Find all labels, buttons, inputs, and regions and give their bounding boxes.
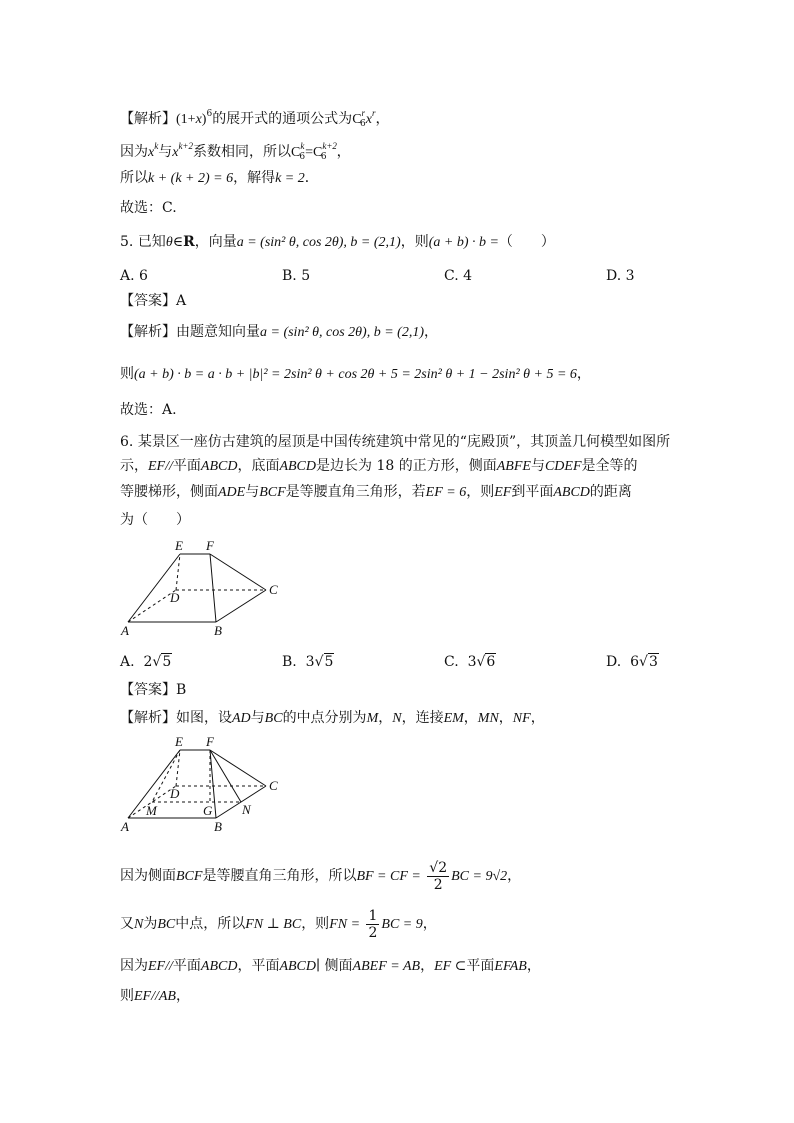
q5-choice: 故选：A. <box>120 402 177 418</box>
fraction-root2-over-2: $\frac{√2}{2}$ <box>429 859 448 893</box>
label-f: F <box>206 538 214 553</box>
analysis-tag: 【解析】 <box>120 111 176 127</box>
fraction-one-half: $\frac{1}{2}$ <box>368 907 378 941</box>
label-e: E <box>175 734 183 749</box>
q6-analysis-line4: 因为EF//平面ABCD，平面ABCD∣ 侧面ABEF = AB，EF ⊂平面EFAB， <box>120 958 541 974</box>
analysis-tag: 【解析】 <box>120 710 176 726</box>
q6-option-b: B. 3√5 <box>282 654 334 670</box>
edge-fn <box>210 750 241 802</box>
q5-stem: 5. 已知θ∈R，向量a = (sin² θ, cos 2θ), b = (2,1)，则(a + b) · b =（ ） <box>120 234 555 250</box>
q6-option-d: D. 6√3 <box>606 654 658 670</box>
q6-stem-line3: 等腰梯形，侧面ADE与BCF是等腰直角三角形，若EF = 6，则EF到平面ABCD的距离 <box>120 484 632 500</box>
label-a: A <box>121 819 129 834</box>
q5-analysis-line1: 【解析】由题意知向量a = (sin² θ, cos 2θ), b = (2,1)， <box>120 324 438 340</box>
label-f: F <box>206 734 214 749</box>
q4-analysis-line3: 所以k + (k + 2) = 6，解得k = 2． <box>120 170 319 186</box>
edge-bf <box>210 554 216 622</box>
label-b: B <box>214 623 222 638</box>
q5-analysis-line2: 则(a + b) · b = a · b + |b|² = 2sin² θ + cos 2θ + 5 = 2sin² θ + 1 − 2sin² θ + 5 = 6， <box>120 366 591 382</box>
q6-stem-line1: 6. 某景区一座仿古建筑的屋顶是中国传统建筑中常见的“庑殿顶”，其顶盖几何模型如图所 <box>120 434 671 450</box>
edge-ae <box>128 554 180 622</box>
label-a: A <box>121 623 129 638</box>
label-c: C <box>269 778 278 793</box>
label-m: M <box>146 803 157 818</box>
q4-choice: 故选：C. <box>120 200 177 216</box>
edge-bc <box>216 590 266 622</box>
label-d: D <box>170 786 180 801</box>
answer-tag: 【答案】 <box>120 293 176 309</box>
roof-figure <box>118 538 298 638</box>
analysis-tag: 【解析】 <box>120 324 176 340</box>
q4-analysis-line2: 因为$x^k$与$x^{k+2}$系数相同，所以$C^k_6=C^{k+2}_6$ ， <box>120 141 351 162</box>
q6-option-c: C. 3√6 <box>444 654 496 670</box>
q5-option-b: B. 5 <box>282 268 311 284</box>
q6-analysis-line5: 则EF//AB， <box>120 988 190 1004</box>
q6-analysis-line3: 又N为BC中点，所以FN ⊥ BC，则FN = $\frac{1}{2}$ BC = 9， <box>120 907 437 941</box>
q6-stem-line2: 示，EF//平面ABCD，底面ABCD是边长为 18 的正方形，侧面ABFE与CDEF是全等的 <box>120 458 638 474</box>
q6-stem-line4: 为（ ） <box>120 512 190 528</box>
q5-option-c: C. 4 <box>444 268 473 284</box>
q6-answer: 【答案】B <box>120 682 187 698</box>
question-number: 5. <box>120 234 134 250</box>
edge-fc <box>210 750 266 786</box>
label-n: N <box>242 802 251 817</box>
label-g: G <box>203 803 213 818</box>
edge-ad <box>128 590 176 622</box>
roof-figure-annotated <box>118 734 298 838</box>
label-c: C <box>269 582 278 597</box>
q6-analysis-line1: 【解析】如图，设AD与BC的中点分别为M，N，连接EM，MN，NF， <box>120 710 545 726</box>
label-e: E <box>175 538 183 553</box>
q4-analysis-line1: 【解析】$(1+x)^6$的展开式的通项公式为$C^r_6x^r$， <box>120 108 390 129</box>
label-d: D <box>170 590 180 605</box>
q5-option-a: A. 6 <box>120 268 148 284</box>
q5-option-d: D. 3 <box>606 268 635 284</box>
label-b: B <box>214 819 222 834</box>
q5-answer: 【答案】A <box>120 293 187 309</box>
answer-tag: 【答案】 <box>120 682 176 698</box>
q6-option-a: A. 2√5 <box>120 654 172 670</box>
edge-de <box>176 554 180 590</box>
edge-fc <box>210 554 266 590</box>
question-number: 6. <box>120 434 134 450</box>
q6-analysis-line2: 因为侧面BCF是等腰直角三角形，所以BF = CF = $\frac{√2}{2}$ BC = 9√2， <box>120 859 522 893</box>
